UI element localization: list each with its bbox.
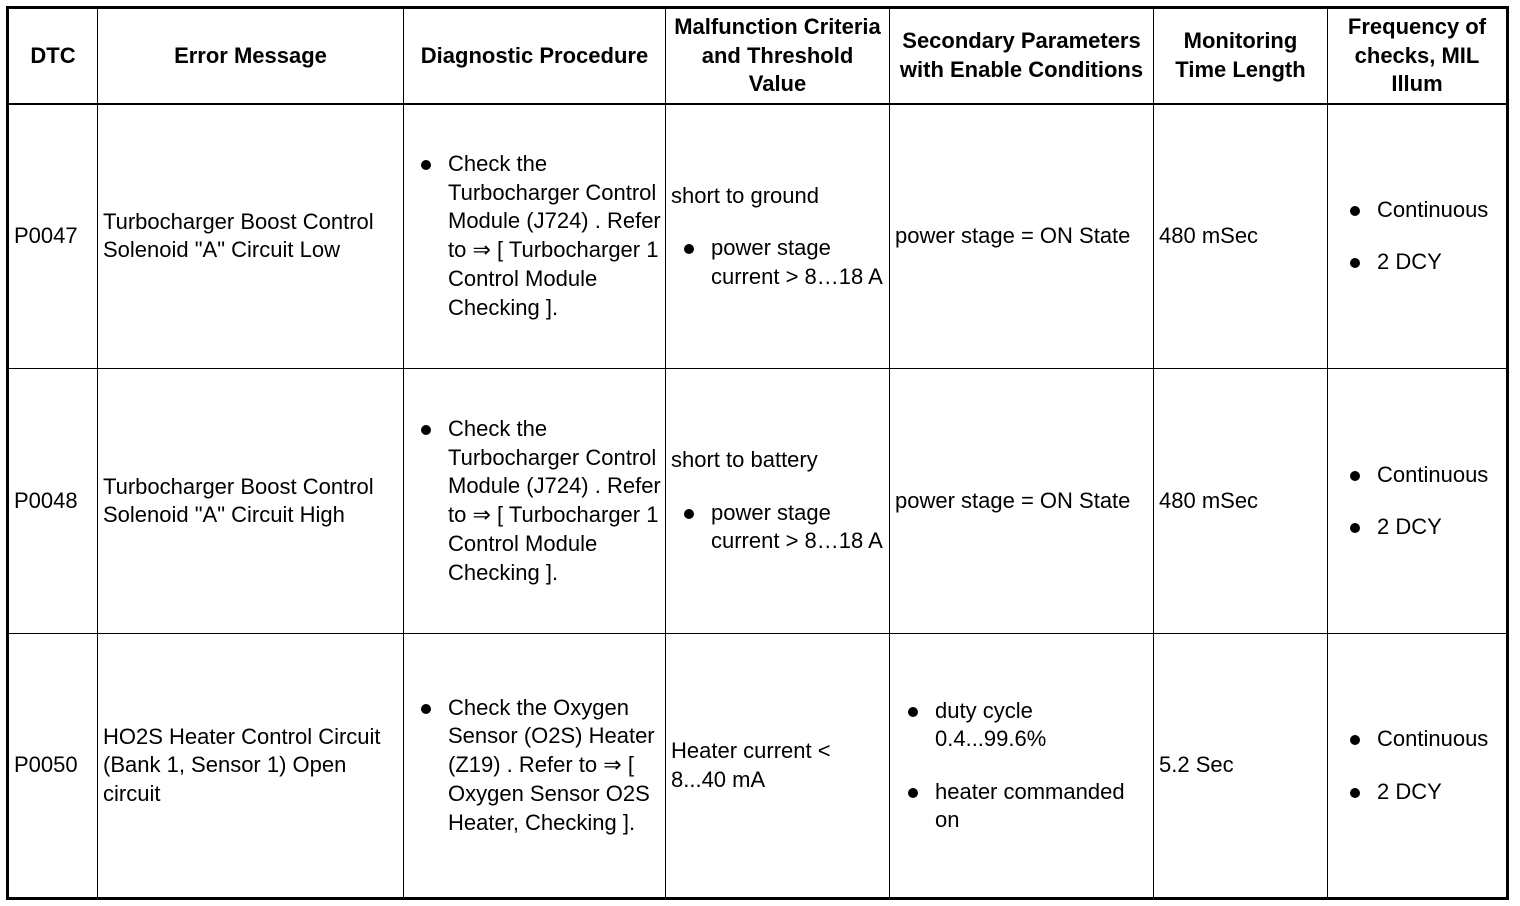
malfunction-criteria (666, 369, 890, 634)
diagnostic-procedure (404, 104, 666, 369)
malfunction-list (671, 234, 884, 291)
malfunction-item: power stage current > 8…18 A (681, 234, 884, 291)
monitoring-time: 480 mSec (1154, 369, 1328, 634)
procedure-item (418, 415, 661, 587)
procedure-item (418, 150, 661, 322)
header-row (8, 8, 1508, 104)
frequency-item: 2 DCY (1347, 778, 1501, 807)
procedure-link[interactable]: [ Turbocharger 1 Control Module Checking ]. (448, 236, 659, 320)
header-diagnostic-procedure: Diagnostic Procedure (404, 8, 666, 104)
dtc-code: P0048 (8, 369, 98, 634)
frequency-item: 2 DCY (1347, 513, 1501, 542)
monitoring-time: 480 mSec (1154, 104, 1328, 369)
malfunction-criteria (666, 104, 890, 369)
secondary-list (895, 697, 1148, 835)
refer-arrow-icon: ⇒ (472, 237, 491, 263)
malfunction-text: short to battery (671, 447, 818, 473)
error-message: Turbocharger Boost Control Solenoid "A" Circuit Low (98, 104, 404, 369)
table-row (8, 634, 1508, 899)
header-frequency: Frequency of checks, MIL Illum (1328, 8, 1508, 104)
error-message: Turbocharger Boost Control Solenoid "A" Circuit High (98, 369, 404, 634)
frequency-list (1333, 461, 1501, 542)
secondary-item: heater commanded on (905, 778, 1148, 835)
secondary-parameters (890, 634, 1154, 899)
secondary-parameters: power stage = ON State (890, 369, 1154, 634)
diagnostic-procedure (404, 634, 666, 899)
procedure-text: Check the Turbocharger Control Module (J724) . Refer to (448, 416, 661, 527)
header-monitoring-time: Monitoring Time Length (1154, 8, 1328, 104)
header-malfunction-criteria: Malfunction Criteria and Threshold Value (666, 8, 890, 104)
frequency-item: Continuous (1347, 196, 1501, 225)
frequency-item: 2 DCY (1347, 248, 1501, 277)
refer-arrow-icon: ⇒ (603, 752, 622, 778)
procedure-link[interactable]: [ Turbocharger 1 Control Module Checking ]. (448, 501, 659, 585)
procedure-item (418, 694, 661, 838)
frequency (1328, 104, 1508, 369)
dtc-table (6, 6, 1509, 900)
frequency-list (1333, 196, 1501, 277)
frequency (1328, 634, 1508, 899)
dtc-code: P0047 (8, 104, 98, 369)
procedure-link[interactable]: [ Oxygen Sensor O2S Heater, Checking ]. (448, 751, 650, 835)
monitoring-time: 5.2 Sec (1154, 634, 1328, 899)
procedure-list (418, 694, 661, 838)
header-dtc: DTC (8, 8, 98, 104)
header-secondary-parameters: Secondary Parameters with Enable Conditions (890, 8, 1154, 104)
procedure-list (418, 415, 661, 587)
table-row (8, 104, 1508, 369)
secondary-parameters: power stage = ON State (890, 104, 1154, 369)
malfunction-text: short to ground (671, 182, 819, 208)
error-message: HO2S Heater Control Circuit (Bank 1, Sensor 1) Open circuit (98, 634, 404, 899)
malfunction-item: power stage current > 8…18 A (681, 499, 884, 556)
refer-arrow-icon: ⇒ (472, 502, 491, 528)
frequency-item: Continuous (1347, 461, 1501, 490)
procedure-text: Check the Turbocharger Control Module (J724) . Refer to (448, 151, 661, 262)
table-row (8, 369, 1508, 634)
dtc-code: P0050 (8, 634, 98, 899)
frequency-item: Continuous (1347, 725, 1501, 754)
secondary-item: duty cycle 0.4...99.6% (905, 697, 1148, 754)
header-error-message: Error Message (98, 8, 404, 104)
diagnostic-procedure (404, 369, 666, 634)
procedure-list (418, 150, 661, 322)
frequency (1328, 369, 1508, 634)
malfunction-criteria: Heater current < 8...40 mA (666, 634, 890, 899)
malfunction-list (671, 499, 884, 556)
procedure-text: Check the Oxygen Sensor (O2S) Heater (Z19) . Refer to (448, 694, 655, 777)
frequency-list (1333, 725, 1501, 806)
